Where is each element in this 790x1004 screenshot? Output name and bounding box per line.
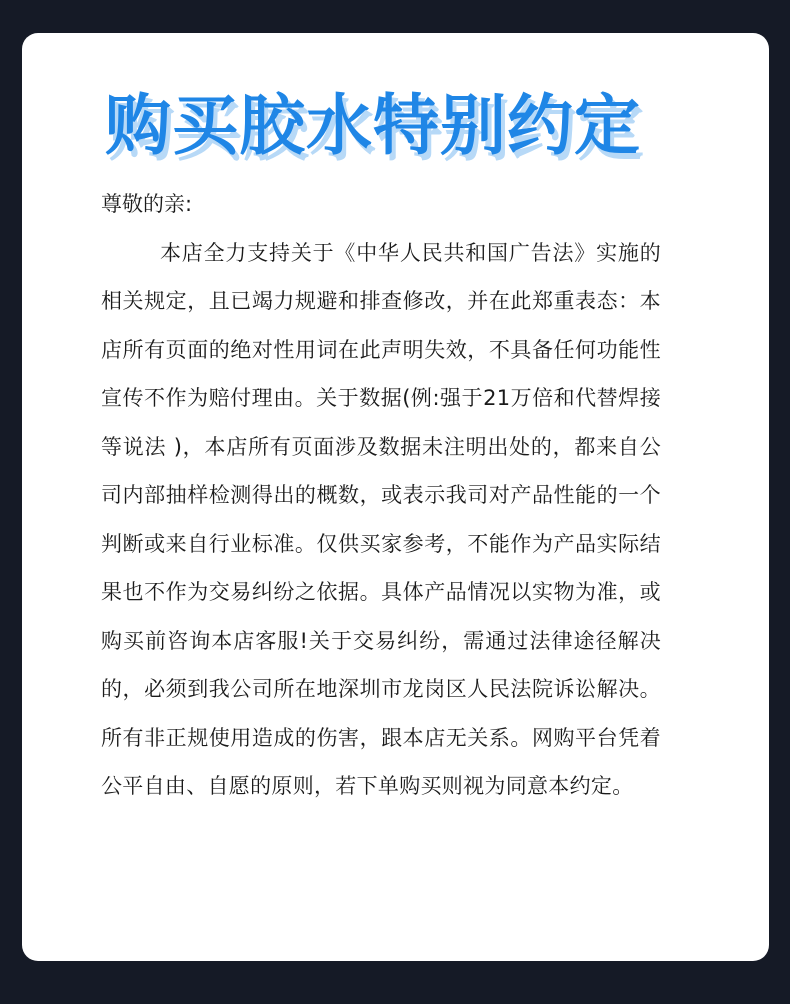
notice-body <box>101 180 661 811</box>
statement-paragraph: 本店全力支持关于《中华人民共和国广告法》实施的相关规定，且已竭力规避和排查修改，并在此郑重表态：本店所有页面的绝对性用词在此声明失效，不具备任何功能性宣传不作为赔付理由。关于数据(例:强于21万倍和代替焊接等说法 )，本店所有页面涉及数据未注明出处的，都来自公司内部抽样检测得出的概数，或表示我司对产品性能的一个判断或来自行业标准。仅供买家参考，不能作为产品实际结果也不作为交易纠纷之依据。具体产品情况以实物为准，或购买前咨询本店客服!关于交易纠纷，需通过法律途径解决的，必须到我公司所在地深圳市龙岗区人民法院诉讼解决。所有非正规使用造成的伤害，跟本店无关系。网购平台凭着公平自由、自愿的原则，若下单购买则视为同意本约定。 <box>101 240 661 798</box>
page-title: 购买胶水特别约定 <box>105 87 641 164</box>
greeting-text: 尊敬的亲: <box>101 192 193 216</box>
